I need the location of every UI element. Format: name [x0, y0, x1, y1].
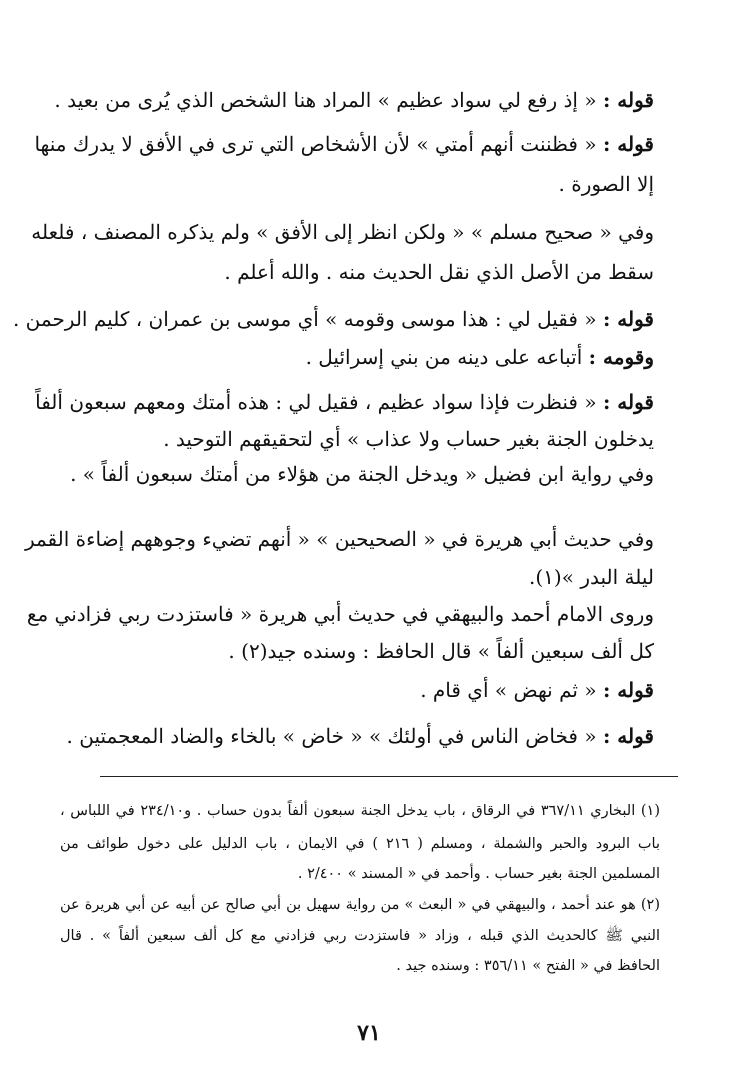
bold-prefix: قوله : [602, 724, 654, 748]
footnote-line: المسلمين الجنة بغير حساب . وأحمد في « المسند » ٢/٤٠٠ . [297, 866, 660, 882]
bold-prefix: قوله : [602, 88, 654, 112]
body-line: وفي « صحيح مسلم » « ولكن انظر إلى الأفق » ولم يذكره المصنف ، فلعله [31, 220, 654, 244]
body-line: ليلة البدر »(١). [529, 565, 654, 589]
body-line: قوله : « ثم نهض » أي قام . [420, 678, 654, 702]
footnote-line: (١) البخاري ٣٦٧/١١ في الرقاق ، باب يدخل الجنة سبعون ألفاً بدون حساب . و٢٣٤/١٠ في اللباس ، [60, 803, 660, 819]
body-line: وقومه : أتباعه على دينه من بني إسرائيل . [305, 345, 654, 369]
footnote-line: الحافظ في « الفتح » ٣٥٦/١١ : وسنده جيد . [396, 958, 660, 974]
body-line: قوله : « فقيل لي : هذا موسى وقومه » أي موسى بن عمران ، كليم الرحمن . [12, 307, 654, 331]
body-line: وفي رواية ابن فضيل « ويدخل الجنة من هؤلاء من أمتك سبعون ألفاً » . [70, 462, 654, 486]
bold-prefix: وقومه : [588, 345, 654, 369]
page-number: ٧١ [357, 1020, 381, 1046]
body-line: وفي حديث أبي هريرة في « الصحيحين » « أنهم تضيء وجوههم إضاءة القمر [24, 527, 654, 551]
body-line: كل ألف سبعين ألفاً » قال الحافظ : وسنده جيد(٢) . [228, 639, 654, 663]
bold-prefix: قوله : [602, 307, 654, 331]
body-line: سقط من الأصل الذي نقل الحديث منه . والله أعلم . [224, 260, 654, 284]
footnote-divider [100, 776, 678, 777]
bold-prefix: قوله : [602, 390, 654, 414]
footnote-line: (٢) هو عند أحمد ، والبيهقي في « البعث » من رواية سهيل بن أبي صالح عن أبيه عن أبي هريرة عن [60, 897, 660, 913]
body-line [54, 86, 654, 114]
footnote-line: باب البرود والحبر والشملة ، ومسلم ( ٢١٦ ) في الايمان ، باب الدليل على دخول طوائف من [60, 836, 660, 852]
bold-prefix: قوله : [602, 132, 654, 156]
body-line: يدخلون الجنة بغير حساب ولا عذاب » أي لتحقيقهم التوحيد . [163, 427, 654, 451]
body-line: قوله : « فظننت أنهم أمتي » لأن الأشخاص التي ترى في الأفق لا يدرك منها [34, 132, 654, 156]
line-text: « إذ رفع لي سواد عظيم » المراد هنا الشخص الذي يُرى من بعيد . [54, 88, 603, 112]
body-line: إلا الصورة . [558, 172, 654, 196]
body-line: قوله : « فخاض الناس في أولئك » « خاض » بالخاء والضاد المعجمتين . [66, 724, 654, 748]
body-line: وروى الامام أحمد والبيهقي في حديث أبي هريرة « فاستزدت ربي فزادني مع [26, 602, 654, 626]
footnote-line: النبي ﷺ كالحديث الذي قبله ، وزاد « فاستزدت ربي فزادني مع كل ألف سبعين ألفاً » . قال [60, 928, 660, 944]
body-line: قوله : « فنظرت فإذا سواد عظيم ، فقيل لي : هذه أمتك ومعهم سبعون ألفاً [35, 390, 654, 414]
bold-prefix: قوله : [602, 678, 654, 702]
